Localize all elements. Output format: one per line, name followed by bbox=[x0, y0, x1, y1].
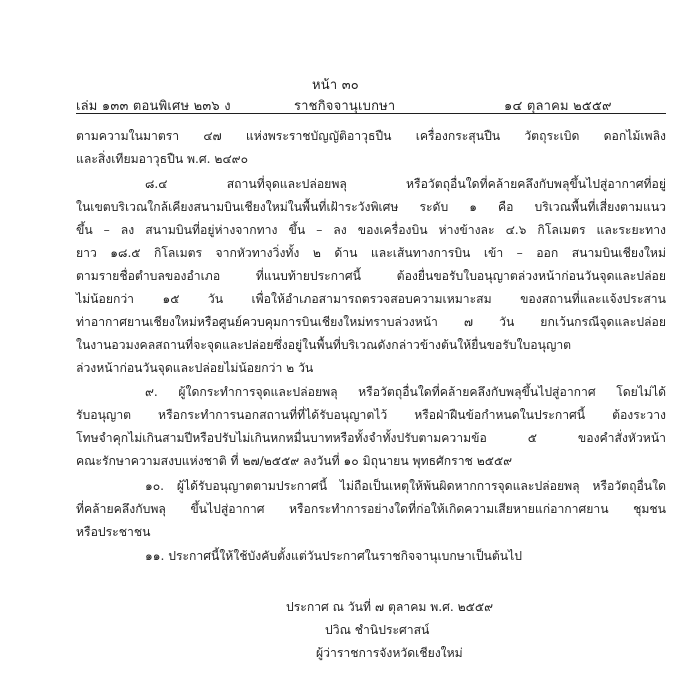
volume-info: เล่ม ๑๓๓ ตอนพิเศษ ๒๓๖ ง bbox=[76, 99, 231, 114]
signatory-name: ปวิณ ชำนิประศาสน์ bbox=[325, 623, 430, 637]
gazette-date: ๑๔ ตุลาคม ๒๕๕๙ bbox=[504, 99, 612, 114]
body-line: โทษจำคุกไม่เกินสามปีหรือปรับไม่เกินหกหมื่นบาทหรือทั้งจำทั้งปรับตามความข้อ ๕ ของคำสั่งหัวหน้า bbox=[76, 431, 666, 445]
body-line: หรือประชาชน bbox=[76, 525, 151, 539]
body-line: ล่วงหน้าก่อนวันจุดและปล่อยไม่น้อยกว่า ๒ วัน bbox=[76, 361, 314, 375]
clause-9: ๙. ผู้ใดกระทำการจุดและปล่อยพลุ หรือวัตถุอื่นใดที่คล้ายคลึงกับพลุขึ้นไปสู่อากาศ โดยไม่ได้ bbox=[145, 385, 666, 399]
body-line: ตามความในมาตรา ๔๗ แห่งพระราชบัญญัติอาวุธปืน เครื่องกระสุนปืน วัตถุระเบิด ดอกไม้เพลิง bbox=[76, 129, 666, 143]
clause-8-4: ๘.๔ สถานที่จุดและปล่อยพลุ หรือวัตถุอื่นใดที่คล้ายคลึงกับพลุขึ้นไปสู่อากาศที่อยู่ bbox=[145, 177, 666, 191]
body-line: ท่าอากาศยานเชียงใหม่หรือศูนย์ควบคุมการบินเชียงใหม่ทราบล่วงหน้า ๗ วัน ยกเว้นกรณีจุดและปล่อย bbox=[76, 315, 666, 329]
header-rule bbox=[76, 113, 666, 114]
signatory-position: ผู้ว่าราชการจังหวัดเชียงใหม่ bbox=[316, 646, 463, 660]
body-line: รับอนุญาต หรือกระทำการนอกสถานที่ที่ได้รับอนุญาตไว้ หรือฝ่าฝืนข้อกำหนดในประกาศนี้ ต้องระวาง bbox=[76, 408, 666, 422]
body-line: และสิ่งเทียมอาวุธปืน พ.ศ. ๒๔๙๐ bbox=[76, 152, 249, 166]
clause-11: ๑๑. ประกาศนี้ให้ใช้บังคับตั้งแต่วันประกาศในราชกิจจานุเบกษาเป็นต้นไป bbox=[145, 549, 523, 563]
body-line: ไม่น้อยกว่า ๑๕ วัน เพื่อให้อำเภอสามารถตรวจสอบความเหมาะสม ของสถานที่และแจ้งประสาน bbox=[76, 292, 666, 306]
body-line: คณะรักษาความสงบแห่งชาติ ที่ ๒๗/๒๕๕๙ ลงวันที่ ๑๐ มิถุนายน พุทธศักราช ๒๕๕๙ bbox=[76, 454, 513, 468]
body-line: ที่คล้ายคลึงกับพลุ ขึ้นไปสู่อากาศ หรือกระทำการอย่างใดที่ก่อให้เกิดความเสียหายแก่อากาศยาน ชุมชน bbox=[76, 502, 666, 516]
body-line: ตามรายชื่อตำบลของอำเภอ ที่แนบท้ายประกาศนี้ ต้องยื่นขอรับใบอนุญาตล่วงหน้าก่อนวันจุดและปล่อย bbox=[76, 269, 666, 283]
body-line: ยาว ๑๘.๕ กิโลเมตร จากหัวทางวิ่งทั้ง ๒ ด้าน และเส้นทางการบิน เข้า – ออก สนามบินเชียงใหม่ bbox=[76, 246, 666, 260]
body-line: ขึ้น – ลง สนามบินที่อยู่ห่างจากทาง ขึ้น – ลง ของเครื่องบิน ห่างข้างละ ๔.๖ กิโลเมตร และระยะทาง bbox=[76, 223, 666, 237]
clause-10: ๑๐. ผู้ได้รับอนุญาตตามประกาศนี้ ไม่ถือเป็นเหตุให้พ้นผิดหากการจุดและปล่อยพลุ หรือวัตถุอื่นใด bbox=[145, 479, 666, 493]
gazette-title: ราชกิจจานุเบกษา bbox=[294, 99, 396, 114]
page-number: หน้า ๓๐ bbox=[312, 78, 359, 93]
body-line: ในงานอวมงคลสถานที่จะจุดและปล่อยซึ่งอยู่ในพื้นที่บริเวณดังกล่าวข้างต้นให้ยื่นขอรับใบอนุญาต bbox=[76, 338, 572, 352]
announcement-date: ประกาศ ณ วันที่ ๗ ตุลาคม พ.ศ. ๒๕๕๙ bbox=[286, 600, 494, 614]
body-line: ในเขตบริเวณใกล้เคียงสนามบินเชียงใหม่ในพื้นที่เฝ้าระวังพิเศษ ระดับ ๑ คือ บริเวณพื้นที่เสี่ยงตามแนว bbox=[76, 200, 666, 214]
